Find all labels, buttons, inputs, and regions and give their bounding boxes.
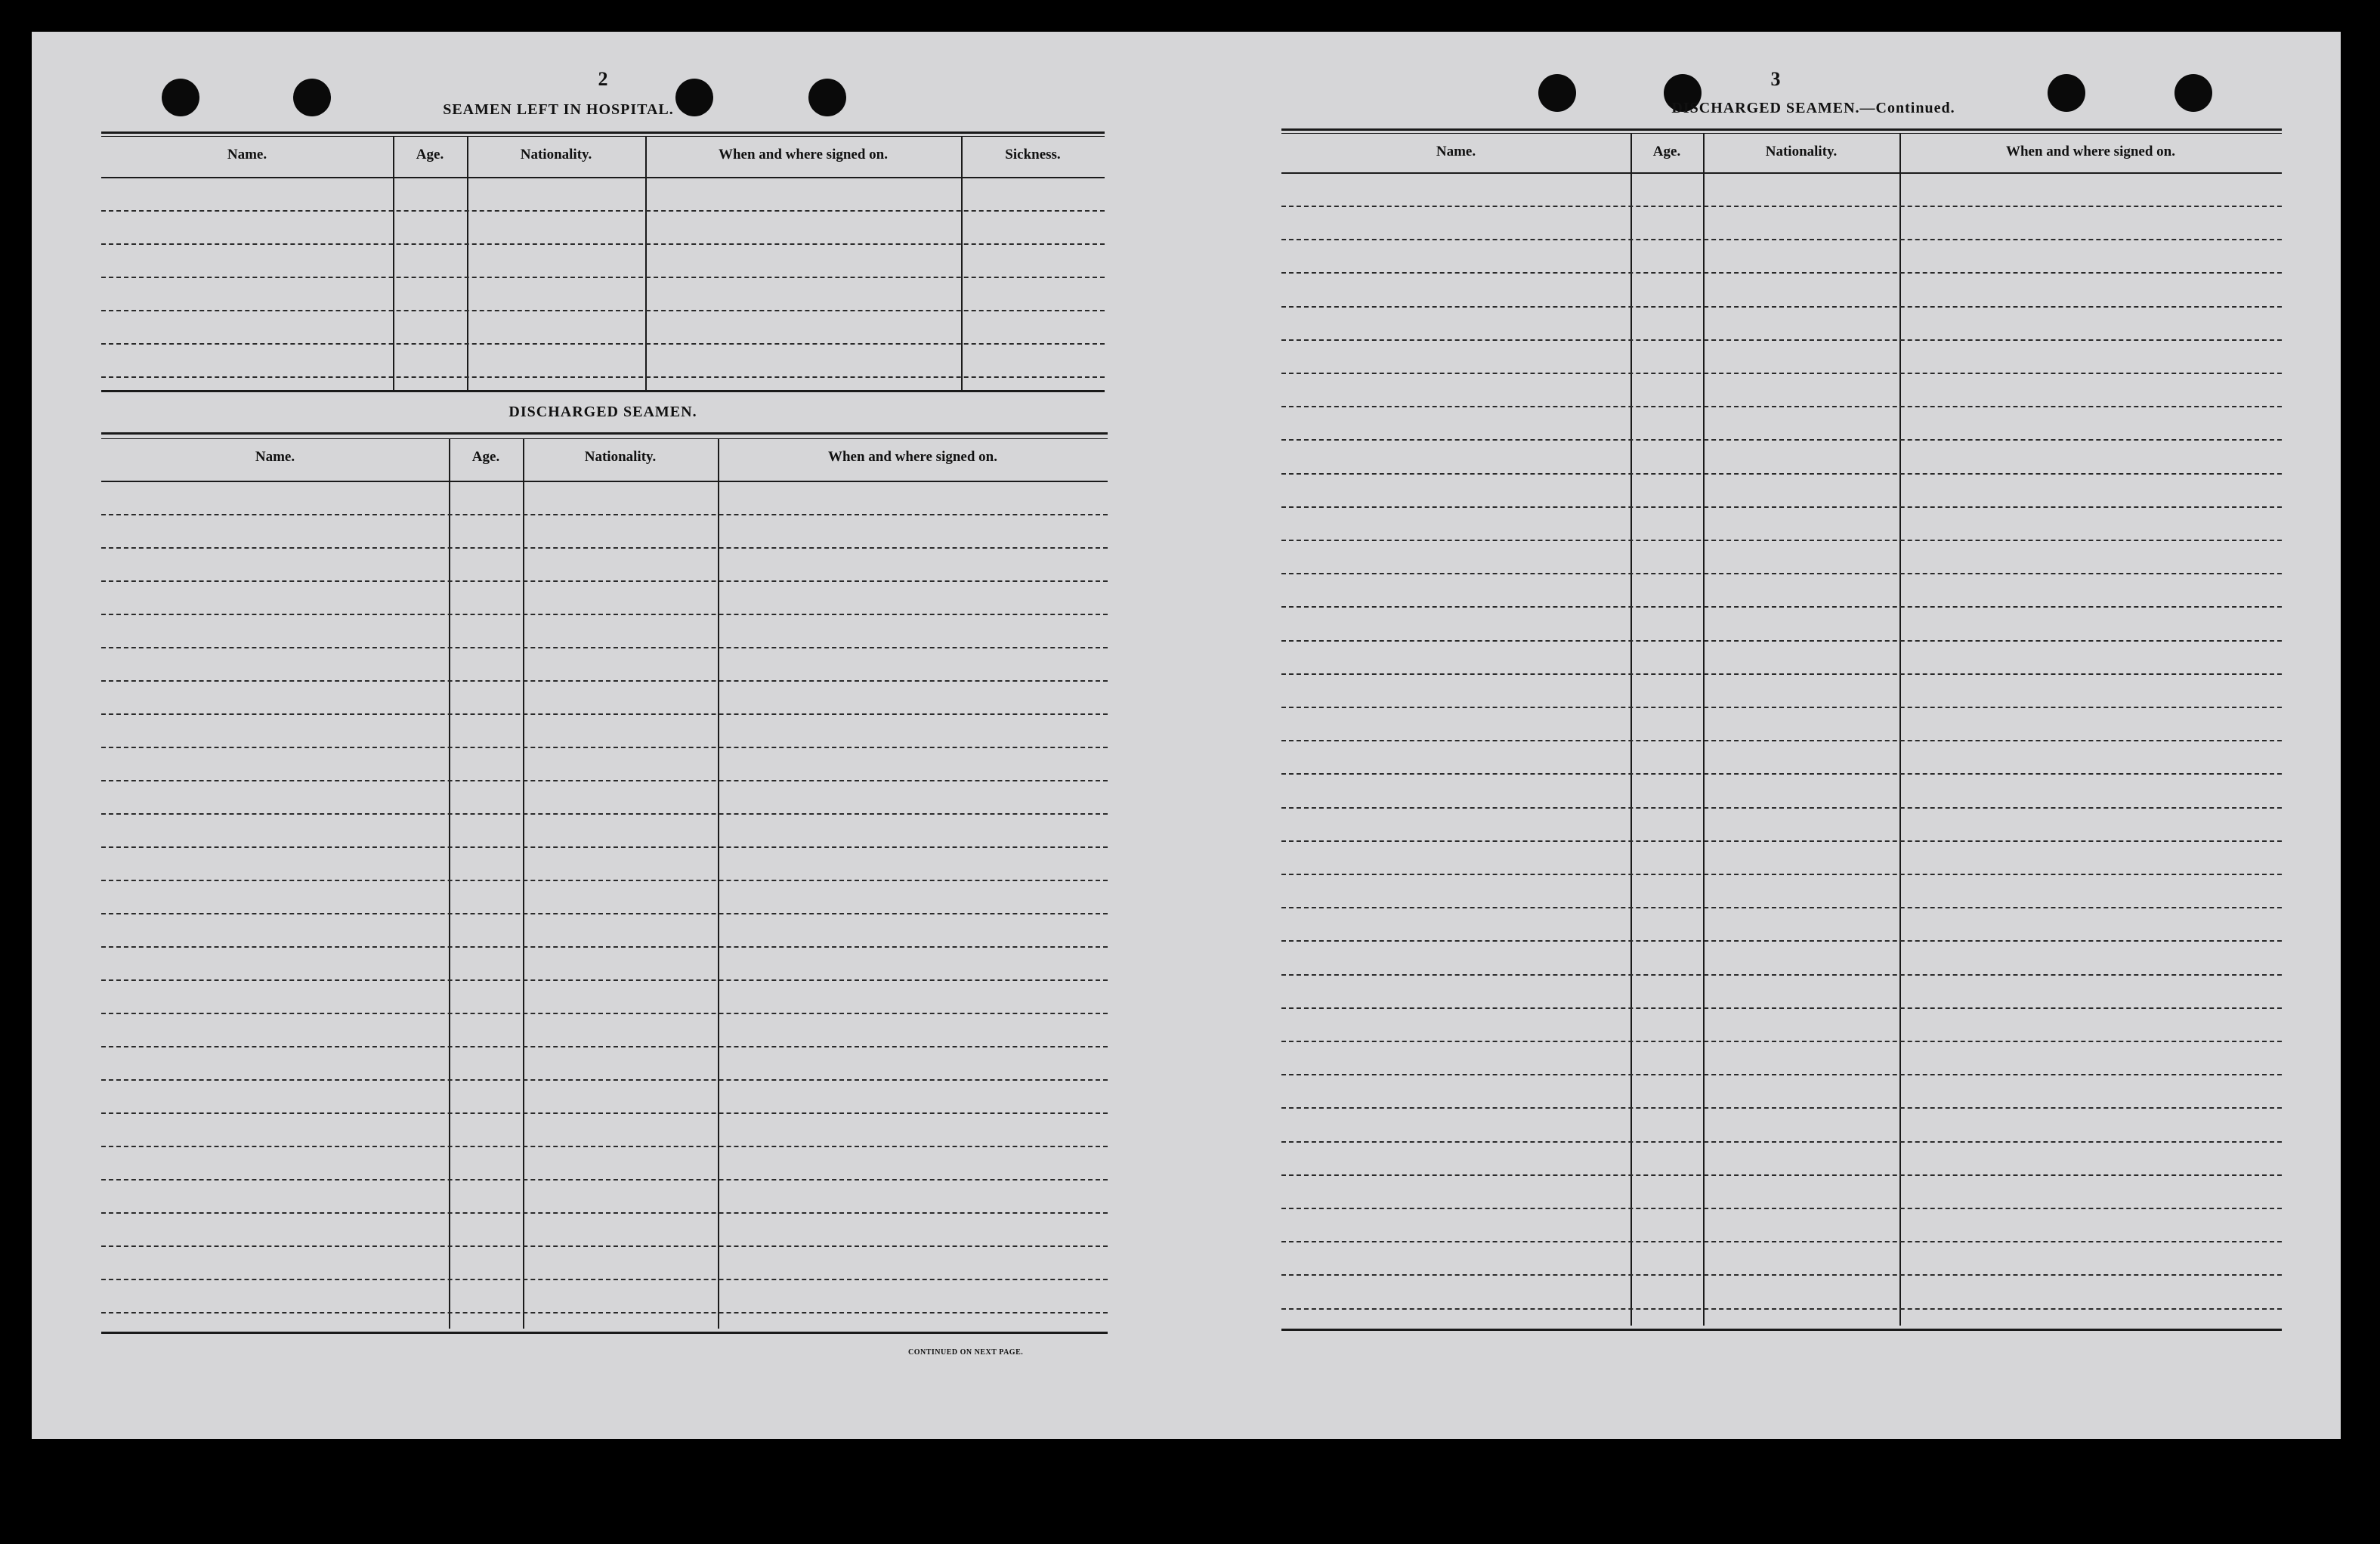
table-row bbox=[1281, 807, 2282, 809]
table-row bbox=[101, 713, 1108, 715]
table-row bbox=[1281, 1274, 2282, 1276]
table-row bbox=[1281, 874, 2282, 875]
table-row bbox=[1281, 306, 2282, 308]
column-header-age: Age. bbox=[471, 449, 500, 465]
hospital-section-title: SEAMEN LEFT IN HOSPITAL. bbox=[443, 101, 674, 118]
table-row bbox=[101, 647, 1108, 648]
table-row bbox=[1281, 640, 2282, 642]
hospital-table bbox=[101, 132, 1105, 434]
table-row bbox=[101, 210, 1105, 212]
table-row bbox=[1281, 506, 2282, 508]
table-row bbox=[1281, 707, 2282, 708]
column-header-name: Name. bbox=[227, 147, 267, 162]
table-row bbox=[101, 680, 1108, 682]
table-row bbox=[1281, 1041, 2282, 1042]
table-row bbox=[101, 1279, 1108, 1280]
column-header-signed-on: When and where signed on. bbox=[827, 449, 997, 465]
table-row bbox=[101, 514, 1108, 515]
table-row bbox=[1281, 206, 2282, 207]
table-row bbox=[1281, 339, 2282, 341]
table-row bbox=[1281, 272, 2282, 274]
table-row bbox=[101, 946, 1108, 948]
table-row bbox=[101, 547, 1108, 549]
table-row bbox=[1281, 1174, 2282, 1176]
discharged-section-title: DISCHARGED SEAMEN. bbox=[508, 404, 697, 420]
table-row bbox=[1281, 473, 2282, 475]
table-row bbox=[1281, 974, 2282, 976]
table-row bbox=[101, 614, 1108, 615]
table-row bbox=[1281, 573, 2282, 574]
table-row bbox=[101, 846, 1108, 848]
table-row bbox=[1281, 1074, 2282, 1075]
discharged-continued-table bbox=[1281, 128, 2282, 1375]
table-row bbox=[101, 813, 1108, 815]
table-row bbox=[101, 580, 1108, 582]
discharged-table bbox=[101, 432, 1108, 1369]
page-number: 3 bbox=[1770, 68, 1781, 90]
table-row bbox=[1281, 673, 2282, 675]
table-row bbox=[101, 1212, 1108, 1214]
table-row bbox=[101, 1046, 1108, 1047]
table-row bbox=[101, 880, 1108, 881]
table-row bbox=[1281, 1241, 2282, 1242]
table-row bbox=[1281, 1208, 2282, 1209]
column-header-nationality: Nationality. bbox=[520, 147, 592, 162]
column-header-nationality: Nationality. bbox=[1765, 144, 1838, 159]
left-page bbox=[32, 32, 1186, 1439]
column-header-age: Age. bbox=[1652, 144, 1681, 159]
column-header-nationality: Nationality. bbox=[584, 449, 657, 465]
table-row bbox=[1281, 540, 2282, 541]
table-row bbox=[101, 913, 1108, 914]
table-row bbox=[1281, 406, 2282, 407]
right-page bbox=[1186, 32, 2341, 1439]
column-header-age: Age. bbox=[416, 147, 444, 162]
table-row bbox=[101, 310, 1105, 311]
table-row bbox=[101, 747, 1108, 748]
table-row bbox=[101, 1079, 1108, 1081]
table-row bbox=[101, 376, 1105, 378]
table-row bbox=[101, 1312, 1108, 1313]
table-row bbox=[1281, 773, 2282, 775]
column-header-signed-on: When and where signed on. bbox=[2005, 144, 2175, 159]
continued-note: CONTINUED ON NEXT PAGE. bbox=[908, 1348, 1024, 1357]
discharged-continued-title: DISCHARGED SEAMEN.—Continued. bbox=[1671, 100, 1955, 116]
table-row bbox=[101, 1245, 1108, 1247]
page-number: 2 bbox=[598, 68, 608, 90]
table-row bbox=[1281, 439, 2282, 441]
table-row bbox=[101, 1179, 1108, 1180]
table-row bbox=[1281, 1007, 2282, 1009]
table-row bbox=[101, 979, 1108, 981]
table-row bbox=[1281, 1308, 2282, 1310]
table-row bbox=[1281, 907, 2282, 908]
table-row bbox=[1281, 1141, 2282, 1143]
table-row bbox=[1281, 239, 2282, 240]
table-row bbox=[101, 1112, 1108, 1114]
table-row bbox=[1281, 940, 2282, 942]
table-row bbox=[101, 1146, 1108, 1147]
table-row bbox=[1281, 840, 2282, 842]
table-row bbox=[101, 277, 1105, 278]
column-header-signed-on: When and where signed on. bbox=[718, 147, 888, 162]
table-row bbox=[101, 780, 1108, 781]
column-header-name: Name. bbox=[1436, 144, 1476, 159]
table-row bbox=[1281, 1107, 2282, 1109]
form-sheet bbox=[32, 32, 2341, 1439]
table-row bbox=[101, 243, 1105, 245]
table-row bbox=[1281, 740, 2282, 741]
table-row bbox=[1281, 606, 2282, 608]
column-header-sickness: Sickness. bbox=[1005, 147, 1061, 162]
table-row bbox=[101, 343, 1105, 345]
table-row bbox=[1281, 373, 2282, 374]
table-row bbox=[101, 1013, 1108, 1014]
column-header-name: Name. bbox=[255, 449, 295, 465]
